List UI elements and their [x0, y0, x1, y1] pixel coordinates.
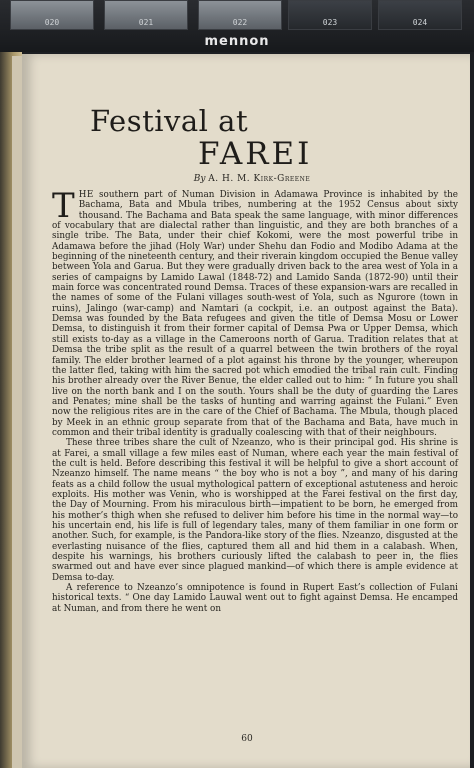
page-number: 60	[241, 734, 253, 744]
byline	[0, 174, 474, 184]
article-title-line2: FAREI	[198, 136, 313, 172]
frame-number: 024	[412, 18, 428, 27]
film-strip	[0, 0, 474, 52]
frame-number: 021	[138, 18, 154, 27]
frame-number: 022	[232, 18, 248, 27]
byline-prefix: By	[193, 174, 206, 184]
paragraph-text: southern part of Numan Division in Adamawa Province is inhabited by the Bachama, Bata and Mbula tribes, numbering at the 1952 Census about sixty thousand. The Bachama and Bata speak the same language, with minor differences of vocabulary that are dialectal rather than linguistic, and they are both branches of a single tribe. The Bata, under their chief Kokomi, were the most powerful tribe in Adamawa before the jihad (Holy War) under Shehu dan Fodio and Modibo Adama at the beginning of the nineteenth century, and their riverain kingdom occupied the Benue valley between Yola and Garua. But they were gradually driven back to the area west of Yola in a series of campaigns by Lamido Lawal (1848-72) and Lamido Sanda (1872-90) until their main force was concentrated round Demsa. Traces of these expansion-wars are recalled in the names of some of the Fulani villages south-west of Yola, such as Ngurore (town in ruins), Jalingo (war-camp) and Namtari (a cockpit, i.e. an outpost against the Bata). Demsa was founded by the Bata refugees and given the title of Demsa Mosu or Lower Demsa, to distinguish it from their former capital of Demsa Pwa or Upper Demsa, which still exists to-day as a village in the Cameroons north of Garua. Tradition relates that at Demsa the tribe split as the result of a quarrel between the twin brothers of the royal family. The elder brother learned of a plot against his throne by the younger, whereupon the latter fled, taking with him the sacred pot which emodied the tribal rain cult. Finding his brother already over the River Benue, the elder called out to him: “ In future you shall live on the north bank and I on the south. Yours shall be the duty of guarding the Lares and Penates; mine shall be the tasks of hunting and warring against the Fulani.” Even now the religious rites are in the care of the Chief of Bachama. The Mbula, though placed by Meek in an ethnic group separate from that of the Bachama and Bata, have much in common and their tribal identity is gradually coalescing with that of their neighbours.	[52, 190, 458, 438]
frame-number: 023	[322, 18, 338, 27]
drop-cap: T	[52, 186, 75, 226]
brand-logo: mennon	[204, 34, 270, 49]
paragraph: These three tribes share the cult of Nzeanzo, who is their principal god. His shrine is at Farei, a small village a few miles east of Numan, where each year the main festival of the cult is held. Before describing this festival it will be helpful to give a short account of Nzeanzo himself. The name means “ the boy who is not a boy ”, and many of his daring feats as a child follow the usual mythological pattern of exceptional astuteness and heroic exploits. His mother was Venin, who is worshipped at the Farei festival on the first day, the Day of Mourning. From his miraculous birth—impatient to be born, he emerged from his mother’s thigh when she refused to deliver him before his time in the normal way—to his uncertain end, his life is full of legendary tales, many of them familiar in one form or another. Such, for example, is the Pandora-like story of the flies. Nzeanzo, disgusted at the everlasting nuisance of the flies, captured them all and hid them in a calabash. When, despite his warnings, his brothers curiously lifted the calabash to peer in, the flies swarmed out and have ever since plagued mankind—of which there is ample evidence at Demsa to-day.	[52, 438, 458, 583]
article-body	[52, 186, 458, 614]
lead-caps: HE	[78, 190, 94, 200]
byline-author: A. H. M. Kirk-Greene	[208, 174, 311, 184]
article-title-line1: Festival at	[90, 104, 249, 138]
paragraph: A reference to Nzeanzo’s omnipotence is found in Rupert East’s collection of Fulani historical texts. “ One day Lamido Lauwal went out to fight against Demsa. He encamped at Numan, and from there he went on	[52, 583, 458, 614]
paragraph	[52, 186, 458, 438]
frame-number: 020	[44, 18, 60, 27]
